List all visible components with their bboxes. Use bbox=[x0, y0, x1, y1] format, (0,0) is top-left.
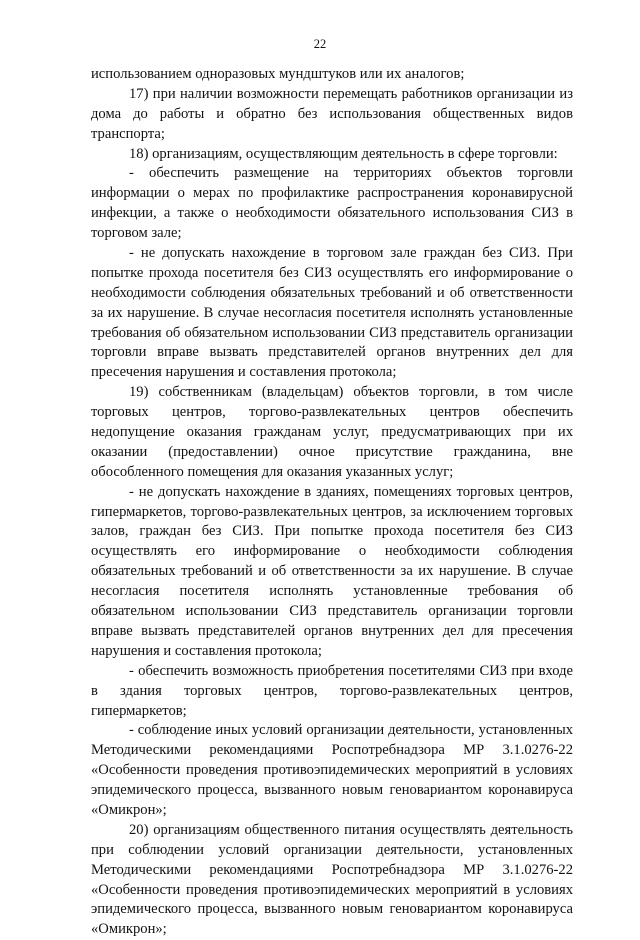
text-line: Методическими рекомендациями Роспотребнадзора МР 3.1.0276-22 bbox=[91, 742, 573, 759]
text-line: в здания торговых центров, торгово-развлекательных центров, bbox=[91, 682, 573, 699]
text-line: использованием одноразовых мундштуков или их аналогов; bbox=[91, 66, 465, 82]
page-number: 22 bbox=[313, 37, 327, 51]
text-line: необходимости соблюдения обязательных требований и об ответственности bbox=[91, 284, 573, 301]
text-line: 17) при наличии возможности перемещать работников организации из bbox=[129, 85, 573, 102]
text-line: 18) организациям, осуществляющим деятельность в сфере торговли: bbox=[129, 145, 558, 162]
text-line: требования об обязательном использовании СИЗ представитель организации bbox=[91, 324, 573, 341]
text-line: торговых центров, торгово-развлекательных центров обеспечить bbox=[91, 404, 573, 421]
text-line: нарушения и составления протокола; bbox=[91, 642, 322, 659]
text-line: дома до работы и обратно без использования общественных видов bbox=[91, 105, 573, 122]
text-line: обязательных требований и об ответственности за их нарушение. В случае bbox=[91, 563, 573, 580]
text-line: недопущение оказания гражданам услуг, предусматривающих при их bbox=[91, 424, 573, 441]
document-body bbox=[91, 65, 573, 940]
text-line: залов, граждан без СИЗ. При попытке прохода посетителя без СИЗ bbox=[91, 523, 573, 540]
text-line: 19) собственникам (владельцам) объектов торговли, в том числе bbox=[129, 384, 573, 401]
text-line: гипермаркетов; bbox=[91, 702, 187, 719]
text-line: - обеспечить размещение на территориях объектов торговли bbox=[129, 165, 573, 182]
text-line: «Омикрон»; bbox=[91, 801, 167, 818]
text-line: обособленного помещения для оказания указанных услуг; bbox=[91, 463, 454, 480]
text-line: за их нарушение. В случае несогласия посетителя исполнять установленные bbox=[91, 304, 573, 321]
text-line: попытке прохода посетителя без СИЗ осуществлять его информирование о bbox=[91, 264, 573, 281]
text-line: «Особенности проведения противоэпидемических мероприятий в условиях bbox=[91, 762, 573, 779]
text-line: эпидемического процесса, вызванного новым геновариантом коронавируса bbox=[91, 901, 573, 918]
text-line: эпидемического процесса, вызванного новым геновариантом коронавируса bbox=[91, 782, 573, 799]
text-line: инфекции, а также о необходимости обязательного использования СИЗ в bbox=[91, 205, 573, 222]
text-line: вправе вызвать представителей органов внутренних дел для пресечения bbox=[91, 622, 573, 639]
text-line: - обеспечить возможность приобретения посетителями СИЗ при входе bbox=[129, 662, 573, 679]
text-line: - не допускать нахождение в зданиях, помещениях торговых центров, bbox=[129, 483, 573, 500]
text-line: гипермаркетов, торгово-развлекательных центров, за исключением торговых bbox=[91, 503, 573, 520]
text-line: пресечения нарушения и составления протокола; bbox=[91, 364, 397, 381]
text-line: 20) организациям общественного питания осуществлять деятельность bbox=[129, 821, 573, 838]
text-line: при соблюдении условий организации деятельности, установленных bbox=[91, 841, 573, 858]
text-line: Методическими рекомендациями Роспотребнадзора МР 3.1.0276-22 bbox=[91, 861, 573, 878]
text-line: информации о мерах по профилактике распространения коронавирусной bbox=[91, 185, 573, 202]
text-line: торговом зале; bbox=[91, 225, 182, 242]
text-line: осуществлять его информирование о необходимости соблюдения bbox=[91, 543, 573, 560]
text-line: транспорта; bbox=[91, 125, 165, 142]
text-line: - не допускать нахождение в торговом зале граждан без СИЗ. При bbox=[129, 245, 573, 262]
text-line: - соблюдение иных условий организации деятельности, установленных bbox=[129, 722, 573, 739]
text-line: торговли вправе вызвать представителей органов внутренних дел для bbox=[91, 344, 573, 361]
text-line: «Особенности проведения противоэпидемических мероприятий в условиях bbox=[91, 881, 573, 898]
text-line: обязательном использовании СИЗ представитель организации торговли bbox=[91, 603, 573, 620]
text-line: несогласия посетителя исполнять установленные требования об bbox=[91, 583, 573, 600]
text-line: «Омикрон»; bbox=[91, 921, 167, 938]
text-line: оказании (предоставлении) очное присутствие гражданина, вне bbox=[91, 443, 573, 460]
